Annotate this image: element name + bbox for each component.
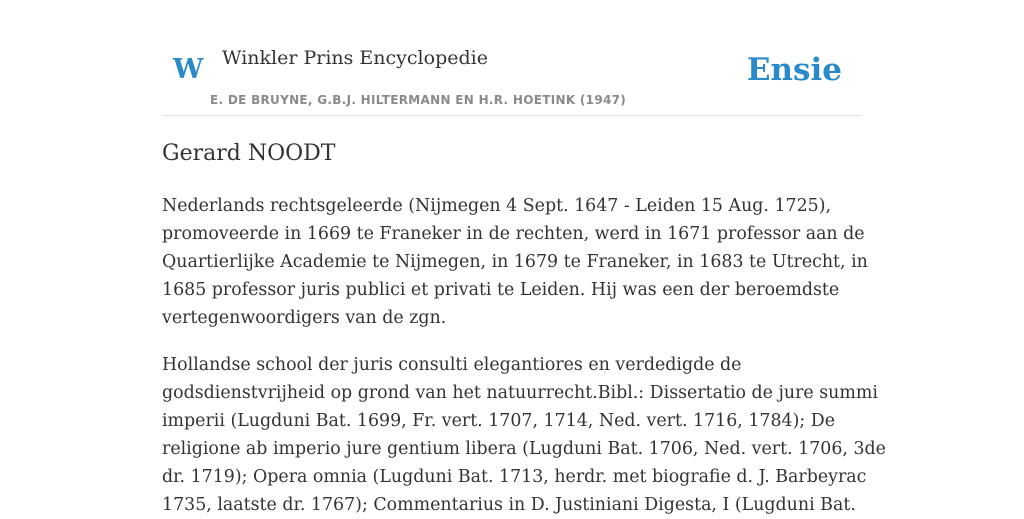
paragraph-line: Hollandse school der juris consulti elegantiores en verdedigde de xyxy=(162,355,742,375)
paragraph-line: religione ab imperio jure gentium libera (Lugduni Bat. 1706, Ned. vert. 1706, 3de xyxy=(162,439,886,459)
paragraph-line: vertegenwoordigers van de zgn. xyxy=(162,308,447,328)
authors-line: E. DE BRUYNE, G.B.J. HILTERMANN EN H.R. HOETINK (1947) xyxy=(210,93,627,107)
paragraph-line: 1685 professor juris publici et privati te Leiden. Hij was een der beroemdste xyxy=(162,280,840,300)
article-paragraph-1 xyxy=(162,192,868,332)
header-divider xyxy=(162,115,862,116)
paragraph-line: dr. 1719); Opera omnia (Lugduni Bat. 1713, herdr. met biografie d. J. Barbeyrac xyxy=(162,467,867,487)
ensie-logo[interactable]: Ensie xyxy=(746,52,842,88)
encyclopedia-logo-icon[interactable]: W xyxy=(173,54,204,85)
paragraph-line: 1735, laatste dr. 1767); Commentarius in D. Justiniani Digesta, I (Lugduni Bat. xyxy=(162,495,856,515)
paragraph-line: promoveerde in 1669 te Franeker in de rechten, werd in 1671 professor aan de xyxy=(162,224,865,244)
paragraph-line: Quartierlijke Academie te Nijmegen, in 1679 te Franeker, in 1683 te Utrecht, in xyxy=(162,252,868,272)
paragraph-line: Nederlands rechtsgeleerde (Nijmegen 4 Sept. 1647 - Leiden 15 Aug. 1725), xyxy=(162,196,832,216)
paragraph-line: godsdienstvrijheid op grond van het natuurrecht.Bibl.: Dissertatio de jure summi xyxy=(162,383,878,403)
paragraph-line: imperii (Lugduni Bat. 1699, Fr. vert. 1707, 1714, Ned. vert. 1716, 1784); De xyxy=(162,411,836,431)
encyclopedia-title[interactable]: Winkler Prins Encyclopedie xyxy=(222,47,488,69)
article-heading: Gerard NOODT xyxy=(162,141,336,166)
article-paragraph-2 xyxy=(162,351,886,519)
